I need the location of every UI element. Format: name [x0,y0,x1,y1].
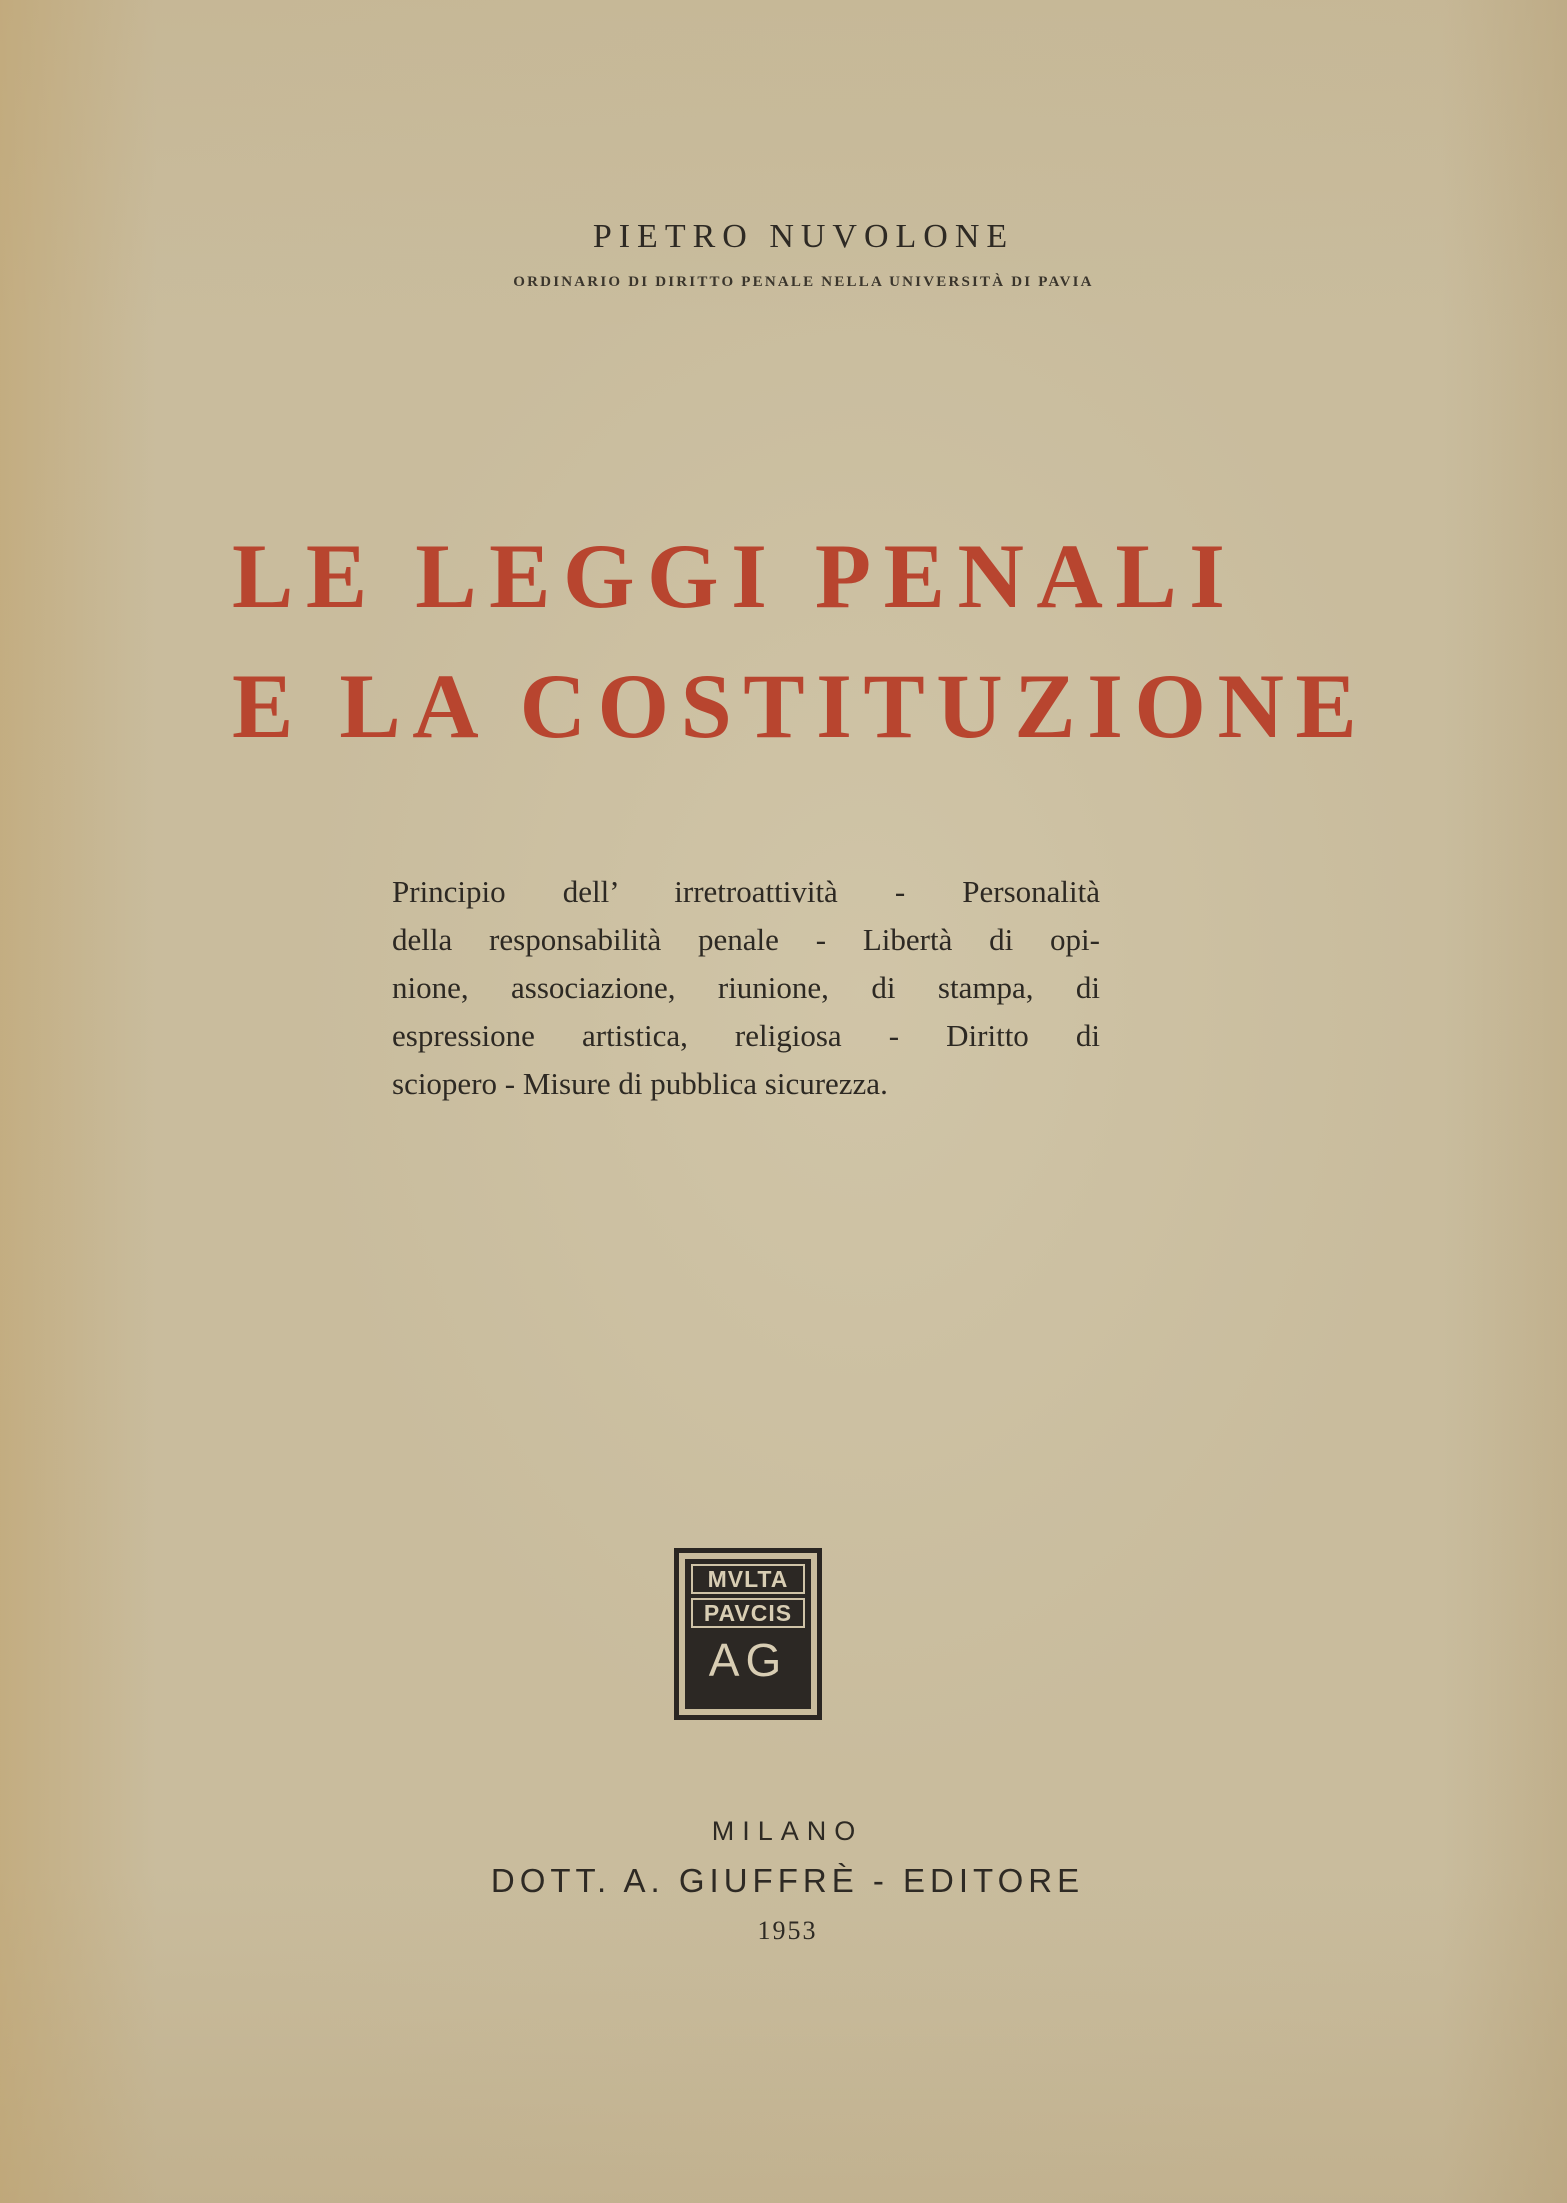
subtitle-line: espressione artistica, religiosa - Diritto di [392,1018,1100,1053]
title-line-2: E LA COSTITUZIONE [232,655,1369,757]
subtitle-line: della responsabilità penale - Libertà di opi- [392,922,1100,957]
author-name: PIETRO NUVOLONE [592,218,1015,255]
logo-initials: AG [708,1634,788,1686]
publisher-name: DOTT. A. GIUFFRÈ - EDITORE [490,1862,1085,1899]
subtitle-line: sciopero - Misure di pubblica sicurezza. [392,1066,888,1101]
publisher-logo-plate [685,1559,811,1709]
publication-year: 1953 [757,1916,818,1945]
publisher-logo [674,1548,822,1720]
subtitle-topics [392,868,1100,1108]
subtitle-line: nione, associazione, riunione, di stampa, di [392,970,1100,1005]
title-line-1: LE LEGGI PENALI [232,525,1238,627]
logo-motto-line-2: PAVCIS [691,1598,805,1628]
logo-motto-line-1: MVLTA [691,1564,805,1594]
subtitle-line: Principio dell’ irretroattività - Personalità [392,874,1100,909]
publication-city: MILANO [711,1816,864,1846]
author-affiliation: ORDINARIO DI DIRITTO PENALE NELLA UNIVERSITÀ DI PAVIA [513,274,1094,290]
